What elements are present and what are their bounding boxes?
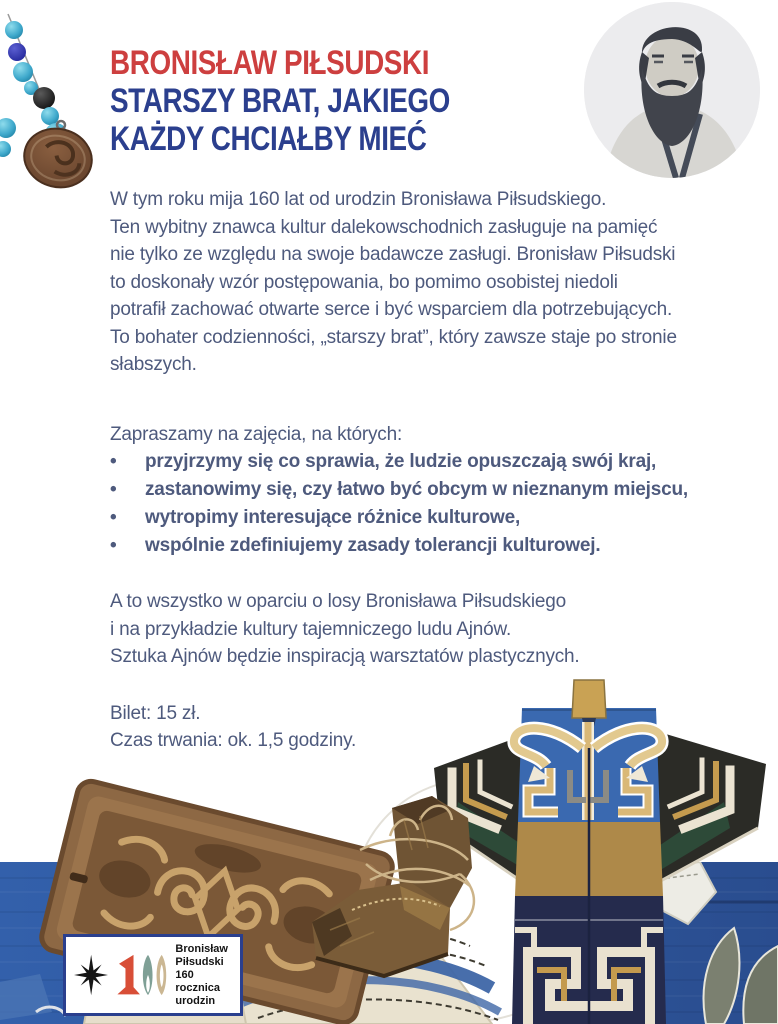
anniversary-logo (63, 934, 243, 1016)
list-item (110, 532, 710, 560)
bullet-icon: • (110, 479, 117, 500)
spacer (110, 560, 710, 588)
text-line: słabszych. (110, 354, 197, 375)
list-item (110, 448, 710, 476)
about-paragraph (110, 588, 710, 671)
logo-caption-line: urodzin (175, 994, 216, 1007)
text-line: i na przykładzie kultury tajemniczego ludu Ajnów. (110, 618, 512, 640)
list-item-text: wspólnie zdefiniujemy zasady tolerancji kulturowej. (145, 535, 601, 556)
logo-star-icon (74, 949, 108, 1001)
bullet-list (110, 448, 710, 560)
list-item (110, 504, 710, 532)
event-details (110, 700, 710, 755)
ticket-price: Bilet: 15 zł. (110, 702, 201, 724)
spacer (110, 379, 710, 421)
spacer (110, 671, 710, 700)
intro-paragraph (110, 186, 710, 379)
logo-caption-line: Bronisław (175, 942, 228, 955)
text-line: A to wszystko w oparciu o losy Bronisława Piłsudskiego (110, 591, 566, 612)
portrait-illustration (584, 2, 760, 178)
text-line: to doskonały wzór postępowania, bo pomimo osobistej niedoli (110, 271, 618, 293)
invite-heading: Zapraszamy na zajęcia, na których: (110, 423, 403, 445)
list-item (110, 476, 710, 504)
list-item-text: wytropimy interesujące różnice kulturowe, (145, 507, 521, 528)
text-line: Ten wybitny znawca kultur dalekowschodnich zasługuje na pamięć (110, 216, 658, 238)
page-title: BRONISŁAW PIŁSUDSKI (110, 44, 430, 82)
body-copy (110, 186, 710, 755)
text-line: Sztuka Ajnów będzie inspiracją warsztatów plastycznych. (110, 646, 580, 667)
text-line: nie tylko ze względu na swoje badawcze zasługi. Bronisław Piłsudski (110, 244, 676, 265)
logo-160-numeral (115, 949, 168, 1001)
logo-caption-line: 160 rocznica (175, 968, 221, 994)
text-line: potrafił zachować otwarte serce i być wsparciem dla potrzebujących. (110, 299, 673, 320)
page-subtitle-line1: STARSZY BRAT, JAKIEGO (110, 82, 450, 120)
logo-caption (175, 943, 232, 1008)
ainu-boot-photo (300, 790, 510, 1000)
list-item-text: przyjrzymy się co sprawia, że ludzie opuszczają swój kraj, (145, 451, 657, 472)
bullet-icon: • (110, 535, 117, 556)
bullet-icon: • (110, 451, 117, 472)
page-subtitle-line2: KAŻDY CHCIAŁBY MIEĆ (110, 120, 427, 158)
list-item-text: zastanowimy się, czy łatwo być obcym w nieznanym miejscu, (145, 479, 688, 500)
text-line: W tym roku mija 160 lat od urodzin Bronisława Piłsudskiego. (110, 189, 607, 210)
header-block (110, 44, 525, 158)
logo-caption-line: Piłsudski (175, 955, 224, 968)
event-duration: Czas trwania: ok. 1,5 godziny. (110, 730, 357, 751)
portrait-photo (584, 2, 760, 178)
bullet-icon: • (110, 507, 117, 528)
text-line: To bohater codzienności, „starszy brat”, który zawsze staje po stronie (110, 326, 677, 348)
